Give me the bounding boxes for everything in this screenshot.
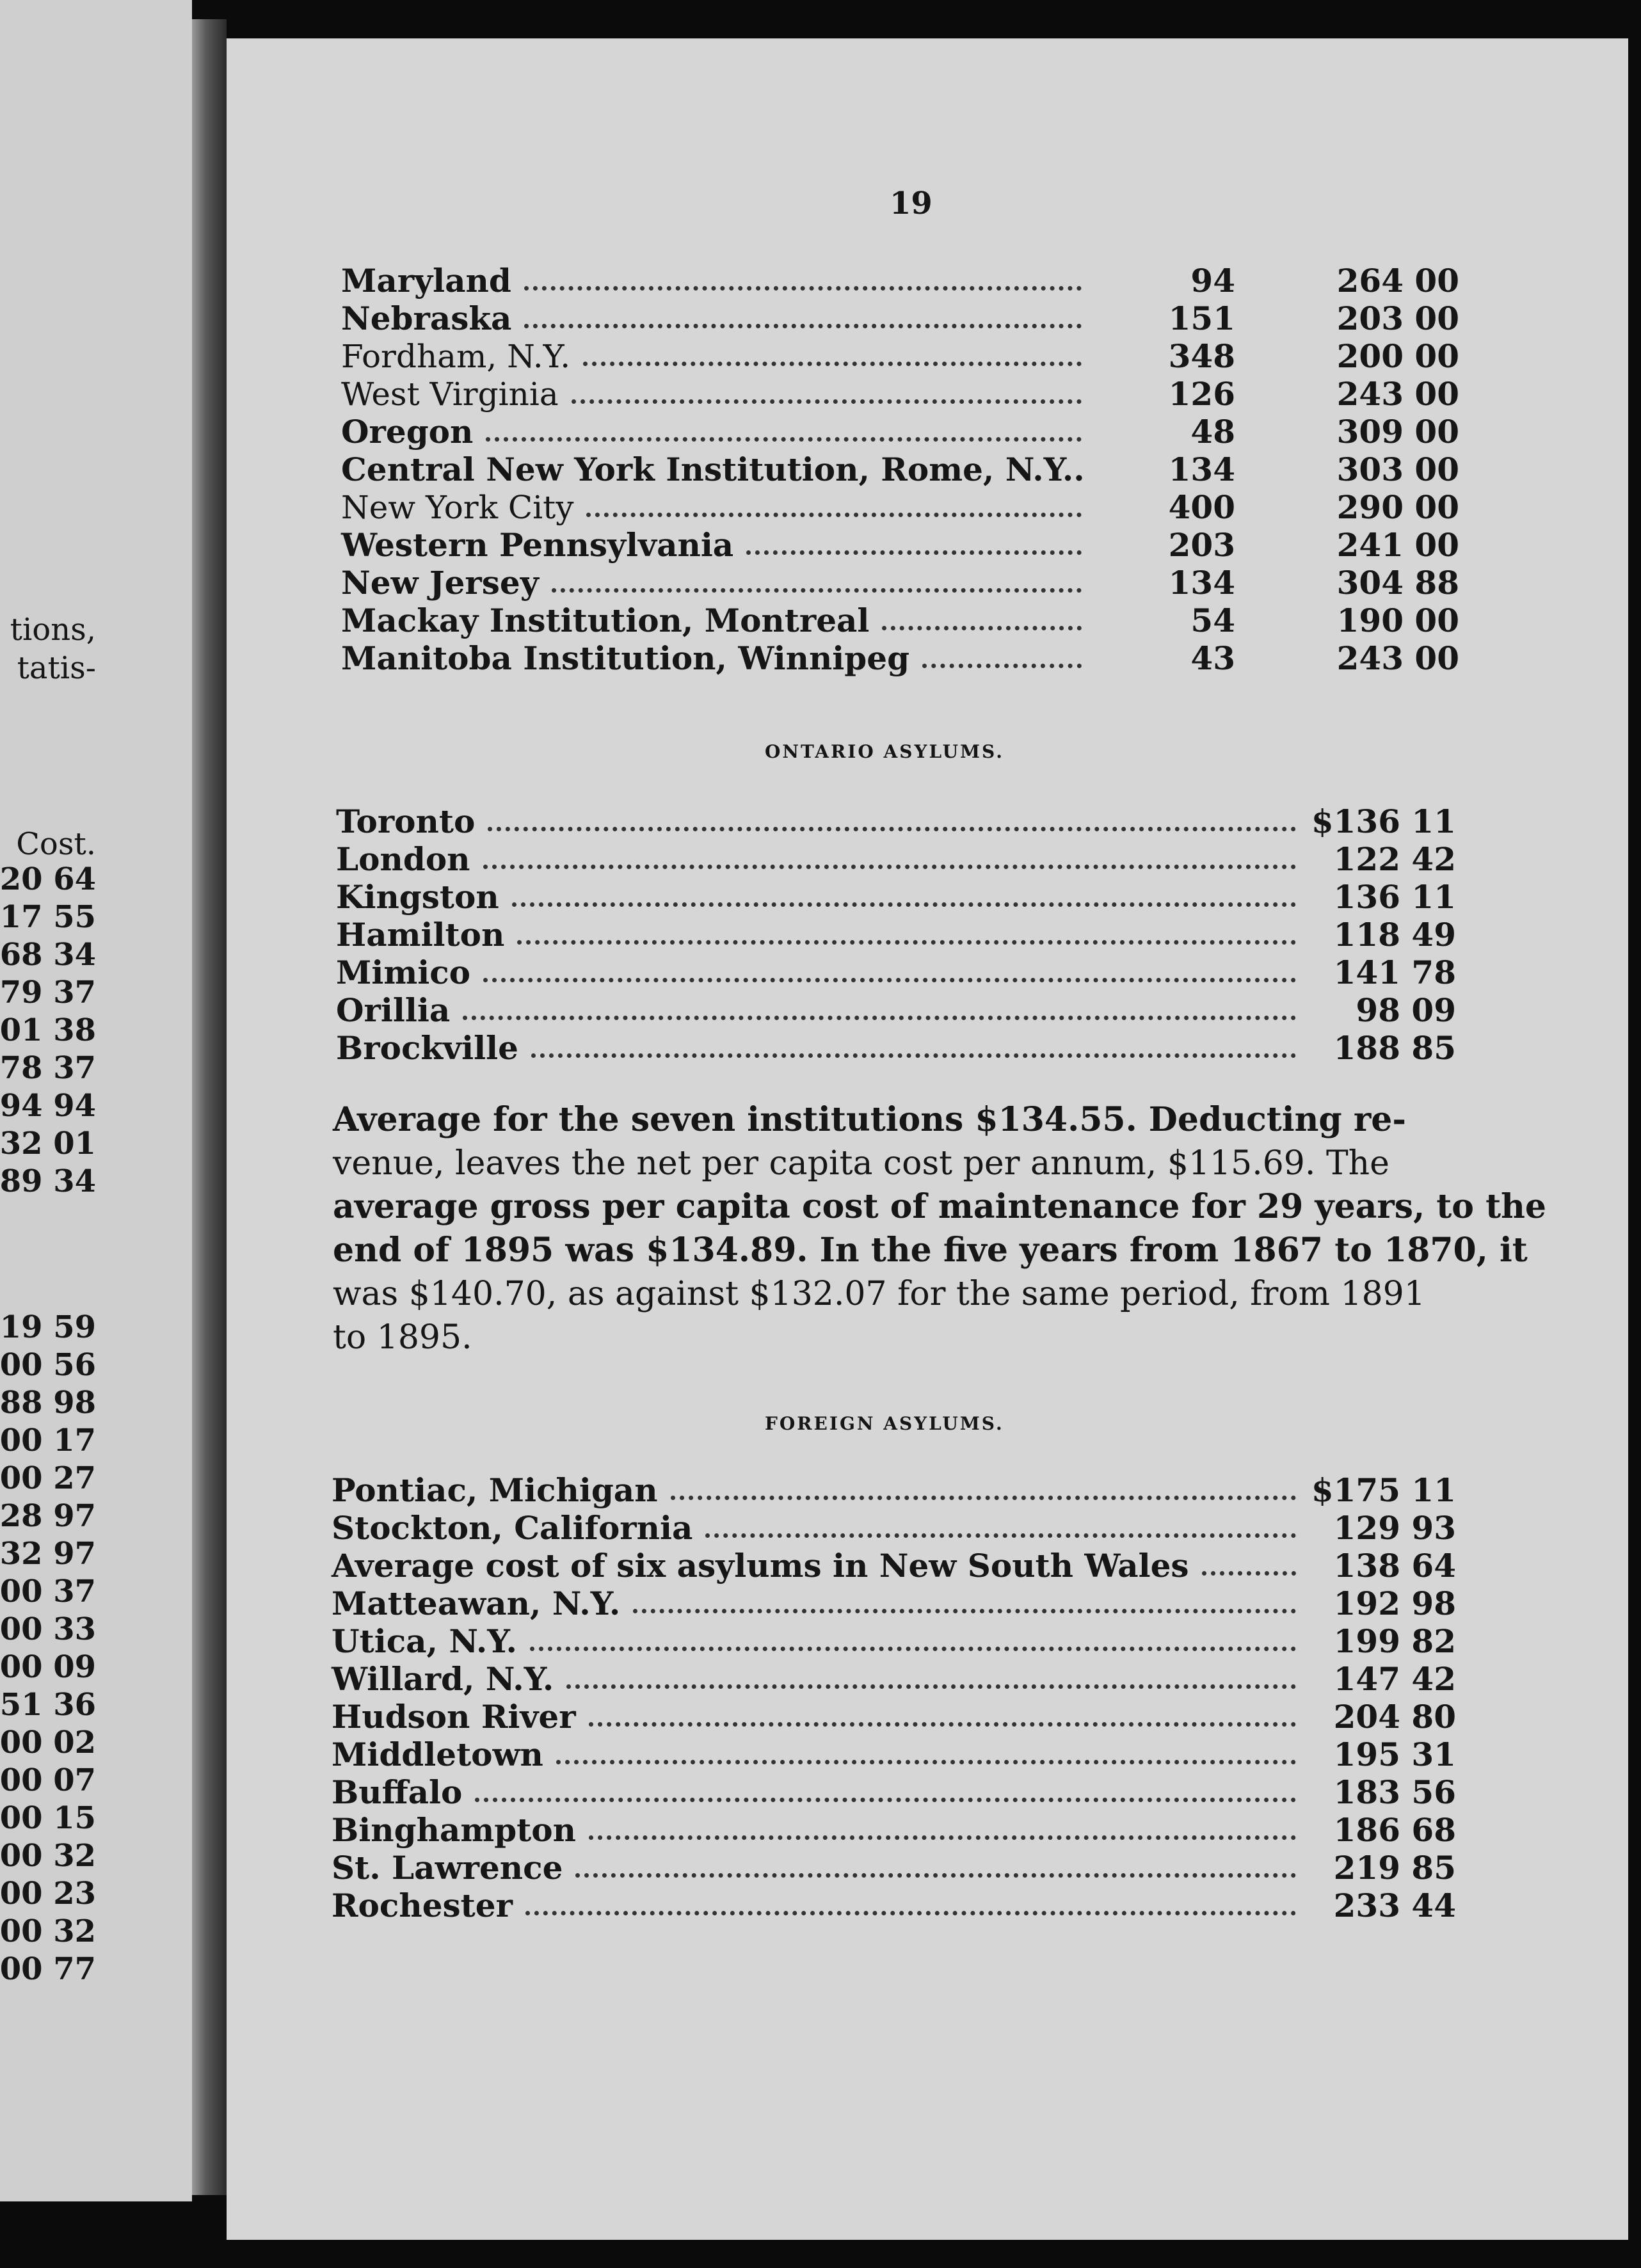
per-capita-cost: 183 56 (1333, 1773, 1456, 1811)
per-capita-cost: $175 11 (1311, 1471, 1456, 1509)
dot-leader (488, 794, 1296, 831)
dot-leader (524, 291, 1082, 328)
dot-leader (552, 555, 1082, 593)
per-capita-cost: 290 00 (1336, 488, 1459, 526)
institution-name: Nebraska (341, 299, 512, 337)
table-row (0, 1887, 1641, 1924)
patient-count: 134 (1168, 564, 1235, 602)
institution-name: New York City (341, 489, 574, 526)
dot-leader (524, 253, 1082, 291)
dot-leader (566, 1652, 1296, 1689)
asylum-name: Matteawan, N.Y. (332, 1585, 621, 1622)
dot-leader (882, 593, 1082, 630)
dot-leader (586, 480, 1082, 517)
asylum-name: Buffalo (332, 1773, 463, 1811)
left-fragment-value: 55 17 (0, 899, 96, 935)
dot-leader (556, 1727, 1296, 1764)
patient-count: 126 (1168, 375, 1235, 413)
left-fragment-value: 23 00 (0, 1876, 96, 1912)
asylum-name: Hamilton (336, 916, 505, 954)
dot-leader (705, 1501, 1296, 1538)
ontario-heading: ONTARIO ASYLUMS. (765, 741, 1004, 762)
paragraph-line: end of 1895 was $134.89. In the five years from 1867 to 1870, it (333, 1231, 1528, 1270)
asylum-name: London (336, 840, 470, 878)
institution-name: Manitoba Institution, Winnipeg (341, 639, 910, 677)
patient-count: 151 (1168, 299, 1235, 337)
per-capita-cost: 233 44 (1333, 1887, 1456, 1924)
paragraph-line: venue, leaves the net per capita cost per annum, $115.69. The (333, 1144, 1389, 1183)
institution-name: Oregon (341, 413, 474, 451)
patient-count: 54 (1190, 602, 1235, 639)
left-fragment-value: 02 00 (0, 1725, 96, 1761)
asylum-name: Pontiac, Michigan (332, 1471, 658, 1509)
asylum-name: Brockville (336, 1029, 518, 1067)
asylum-name: Hudson River (332, 1698, 576, 1736)
left-fragment-value: 97 32 (0, 1536, 96, 1572)
dot-leader (589, 1689, 1296, 1727)
patient-count: 400 (1168, 488, 1235, 526)
asylum-name: Stockton, California (332, 1509, 693, 1547)
dot-leader (530, 1614, 1296, 1651)
left-fragment-value: 34 89 (0, 1163, 96, 1199)
left-fragment-value: 37 79 (0, 975, 96, 1010)
dot-leader (922, 631, 1082, 668)
patient-count: 94 (1190, 262, 1235, 299)
per-capita-cost: 241 00 (1336, 526, 1459, 564)
per-capita-cost: 200 00 (1336, 337, 1459, 375)
per-capita-cost: 309 00 (1336, 413, 1459, 451)
per-capita-cost: 303 00 (1336, 451, 1459, 488)
asylum-name: Orillia (336, 991, 451, 1029)
paragraph-line: average gross per capita cost of maintenance for 29 years, to the (333, 1187, 1546, 1226)
left-fragment-value: 77 00 (0, 1951, 96, 1987)
per-capita-cost: 219 85 (1333, 1849, 1456, 1887)
left-fragment-value: 33 00 (0, 1611, 96, 1647)
per-capita-cost: 141 78 (1333, 954, 1456, 991)
dot-leader (512, 870, 1296, 907)
left-fragment-value: 32 00 (0, 1913, 96, 1949)
patient-count: 48 (1190, 413, 1235, 451)
per-capita-cost: 195 31 (1333, 1736, 1456, 1773)
dot-leader (483, 832, 1296, 869)
paragraph-line: was $140.70, as against $132.07 for the same period, from 1891 (333, 1275, 1425, 1313)
average-cost-paragraph (333, 1098, 1546, 1359)
page-number: 19 (890, 186, 933, 221)
left-fragment-value: 27 00 (0, 1460, 96, 1496)
dot-leader (475, 1765, 1296, 1802)
paragraph-line: to 1895. (333, 1318, 472, 1357)
per-capita-cost: 199 82 (1333, 1622, 1456, 1660)
dot-leader (525, 1878, 1296, 1915)
dot-leader (572, 367, 1082, 404)
institution-name: West Virginia (341, 376, 559, 413)
left-fragment-word: tions, (10, 612, 96, 648)
left-fragment-value: 01 32 (0, 1126, 96, 1162)
table-row (0, 640, 1641, 677)
per-capita-cost: 147 42 (1333, 1660, 1456, 1698)
per-capita-cost: 122 42 (1333, 840, 1456, 878)
per-capita-cost: 138 64 (1333, 1547, 1456, 1585)
per-capita-cost: 304 88 (1336, 564, 1459, 602)
asylum-name: Average cost of six asylums in New South Wales (332, 1547, 1189, 1585)
left-fragment-value: 94 94 (0, 1088, 96, 1124)
dot-leader (463, 983, 1296, 1020)
table-row (0, 413, 1641, 451)
per-capita-cost: 192 98 (1333, 1585, 1456, 1622)
left-fragment-value: 56 00 (0, 1347, 96, 1383)
dot-leader (517, 907, 1296, 945)
institution-name: Fordham, N.Y. (341, 338, 571, 375)
per-capita-cost: 264 00 (1336, 262, 1459, 299)
institution-name: Central New York Institution, Rome, N.Y.. (341, 451, 1085, 488)
left-fragment-value: 97 28 (0, 1498, 96, 1534)
dot-leader (746, 518, 1082, 555)
left-fragment-value: 32 00 (0, 1838, 96, 1874)
left-fragment-value: 38 01 (0, 1012, 96, 1048)
left-fragment-value: 17 00 (0, 1423, 96, 1458)
dot-leader (583, 329, 1082, 366)
per-capita-cost: 136 11 (1333, 878, 1456, 916)
left-fragment-value: 59 19 (0, 1309, 96, 1345)
left-fragment-value: 37 78 (0, 1050, 96, 1086)
asylum-name: Binghampton (332, 1811, 576, 1849)
foreign-heading: FOREIGN ASYLUMS. (765, 1413, 1004, 1434)
per-capita-cost: 129 93 (1333, 1509, 1456, 1547)
per-capita-cost: 188 85 (1333, 1029, 1456, 1067)
per-capita-cost: $136 11 (1311, 803, 1456, 840)
left-fragment-value: 15 00 (0, 1800, 96, 1836)
dot-leader (633, 1576, 1296, 1613)
table-row (0, 564, 1641, 602)
left-fragment-value: 36 51 (0, 1687, 96, 1723)
patient-count: 348 (1168, 337, 1235, 375)
left-fragment-value: 37 00 (0, 1574, 96, 1609)
dot-leader (486, 404, 1082, 442)
asylum-name: Willard, N.Y. (332, 1660, 554, 1698)
per-capita-cost: 243 00 (1336, 639, 1459, 677)
per-capita-cost: 186 68 (1333, 1811, 1456, 1849)
left-fragment-word: Cost. (16, 826, 96, 862)
left-fragment-value: 07 00 (0, 1762, 96, 1798)
patient-count: 134 (1168, 451, 1235, 488)
asylum-name: Kingston (336, 878, 499, 916)
table-row (0, 1510, 1641, 1547)
left-fragment-value: 09 00 (0, 1649, 96, 1685)
paragraph-line: Average for the seven institutions $134.55. Deducting re- (333, 1100, 1406, 1139)
asylum-name: Utica, N.Y. (332, 1622, 517, 1660)
dot-leader (1202, 1538, 1296, 1576)
asylum-name: Mimico (336, 954, 471, 991)
dot-leader (589, 1803, 1296, 1840)
asylum-name: St. Lawrence (332, 1849, 563, 1887)
dot-leader (531, 1021, 1296, 1058)
per-capita-cost: 204 80 (1333, 1698, 1456, 1736)
per-capita-cost: 118 49 (1333, 916, 1456, 954)
patient-count: 203 (1168, 526, 1235, 564)
table-row (0, 602, 1641, 639)
left-fragment-value: 34 68 (0, 937, 96, 973)
dot-leader (671, 1463, 1296, 1500)
per-capita-cost: 203 00 (1336, 299, 1459, 337)
per-capita-cost: 243 00 (1336, 375, 1459, 413)
asylum-name: Toronto (336, 803, 476, 840)
dot-leader (483, 945, 1296, 982)
table-row (0, 1030, 1641, 1067)
institution-name: Western Pennsylvania (341, 526, 734, 564)
per-capita-cost: 190 00 (1336, 602, 1459, 639)
institution-name: Mackay Institution, Montreal (341, 602, 870, 639)
left-fragment-value: 98 88 (0, 1385, 96, 1421)
institution-name: Maryland (341, 262, 511, 299)
asylum-name: Rochester (332, 1887, 513, 1924)
left-fragment-word: tatis- (17, 650, 96, 686)
institution-name: New Jersey (341, 564, 539, 602)
dot-leader (575, 1841, 1296, 1878)
left-fragment-value: 64 20 (0, 861, 96, 897)
patient-count: 43 (1190, 639, 1235, 677)
asylum-name: Middletown (332, 1736, 543, 1773)
per-capita-cost: 98 09 (1356, 991, 1456, 1029)
